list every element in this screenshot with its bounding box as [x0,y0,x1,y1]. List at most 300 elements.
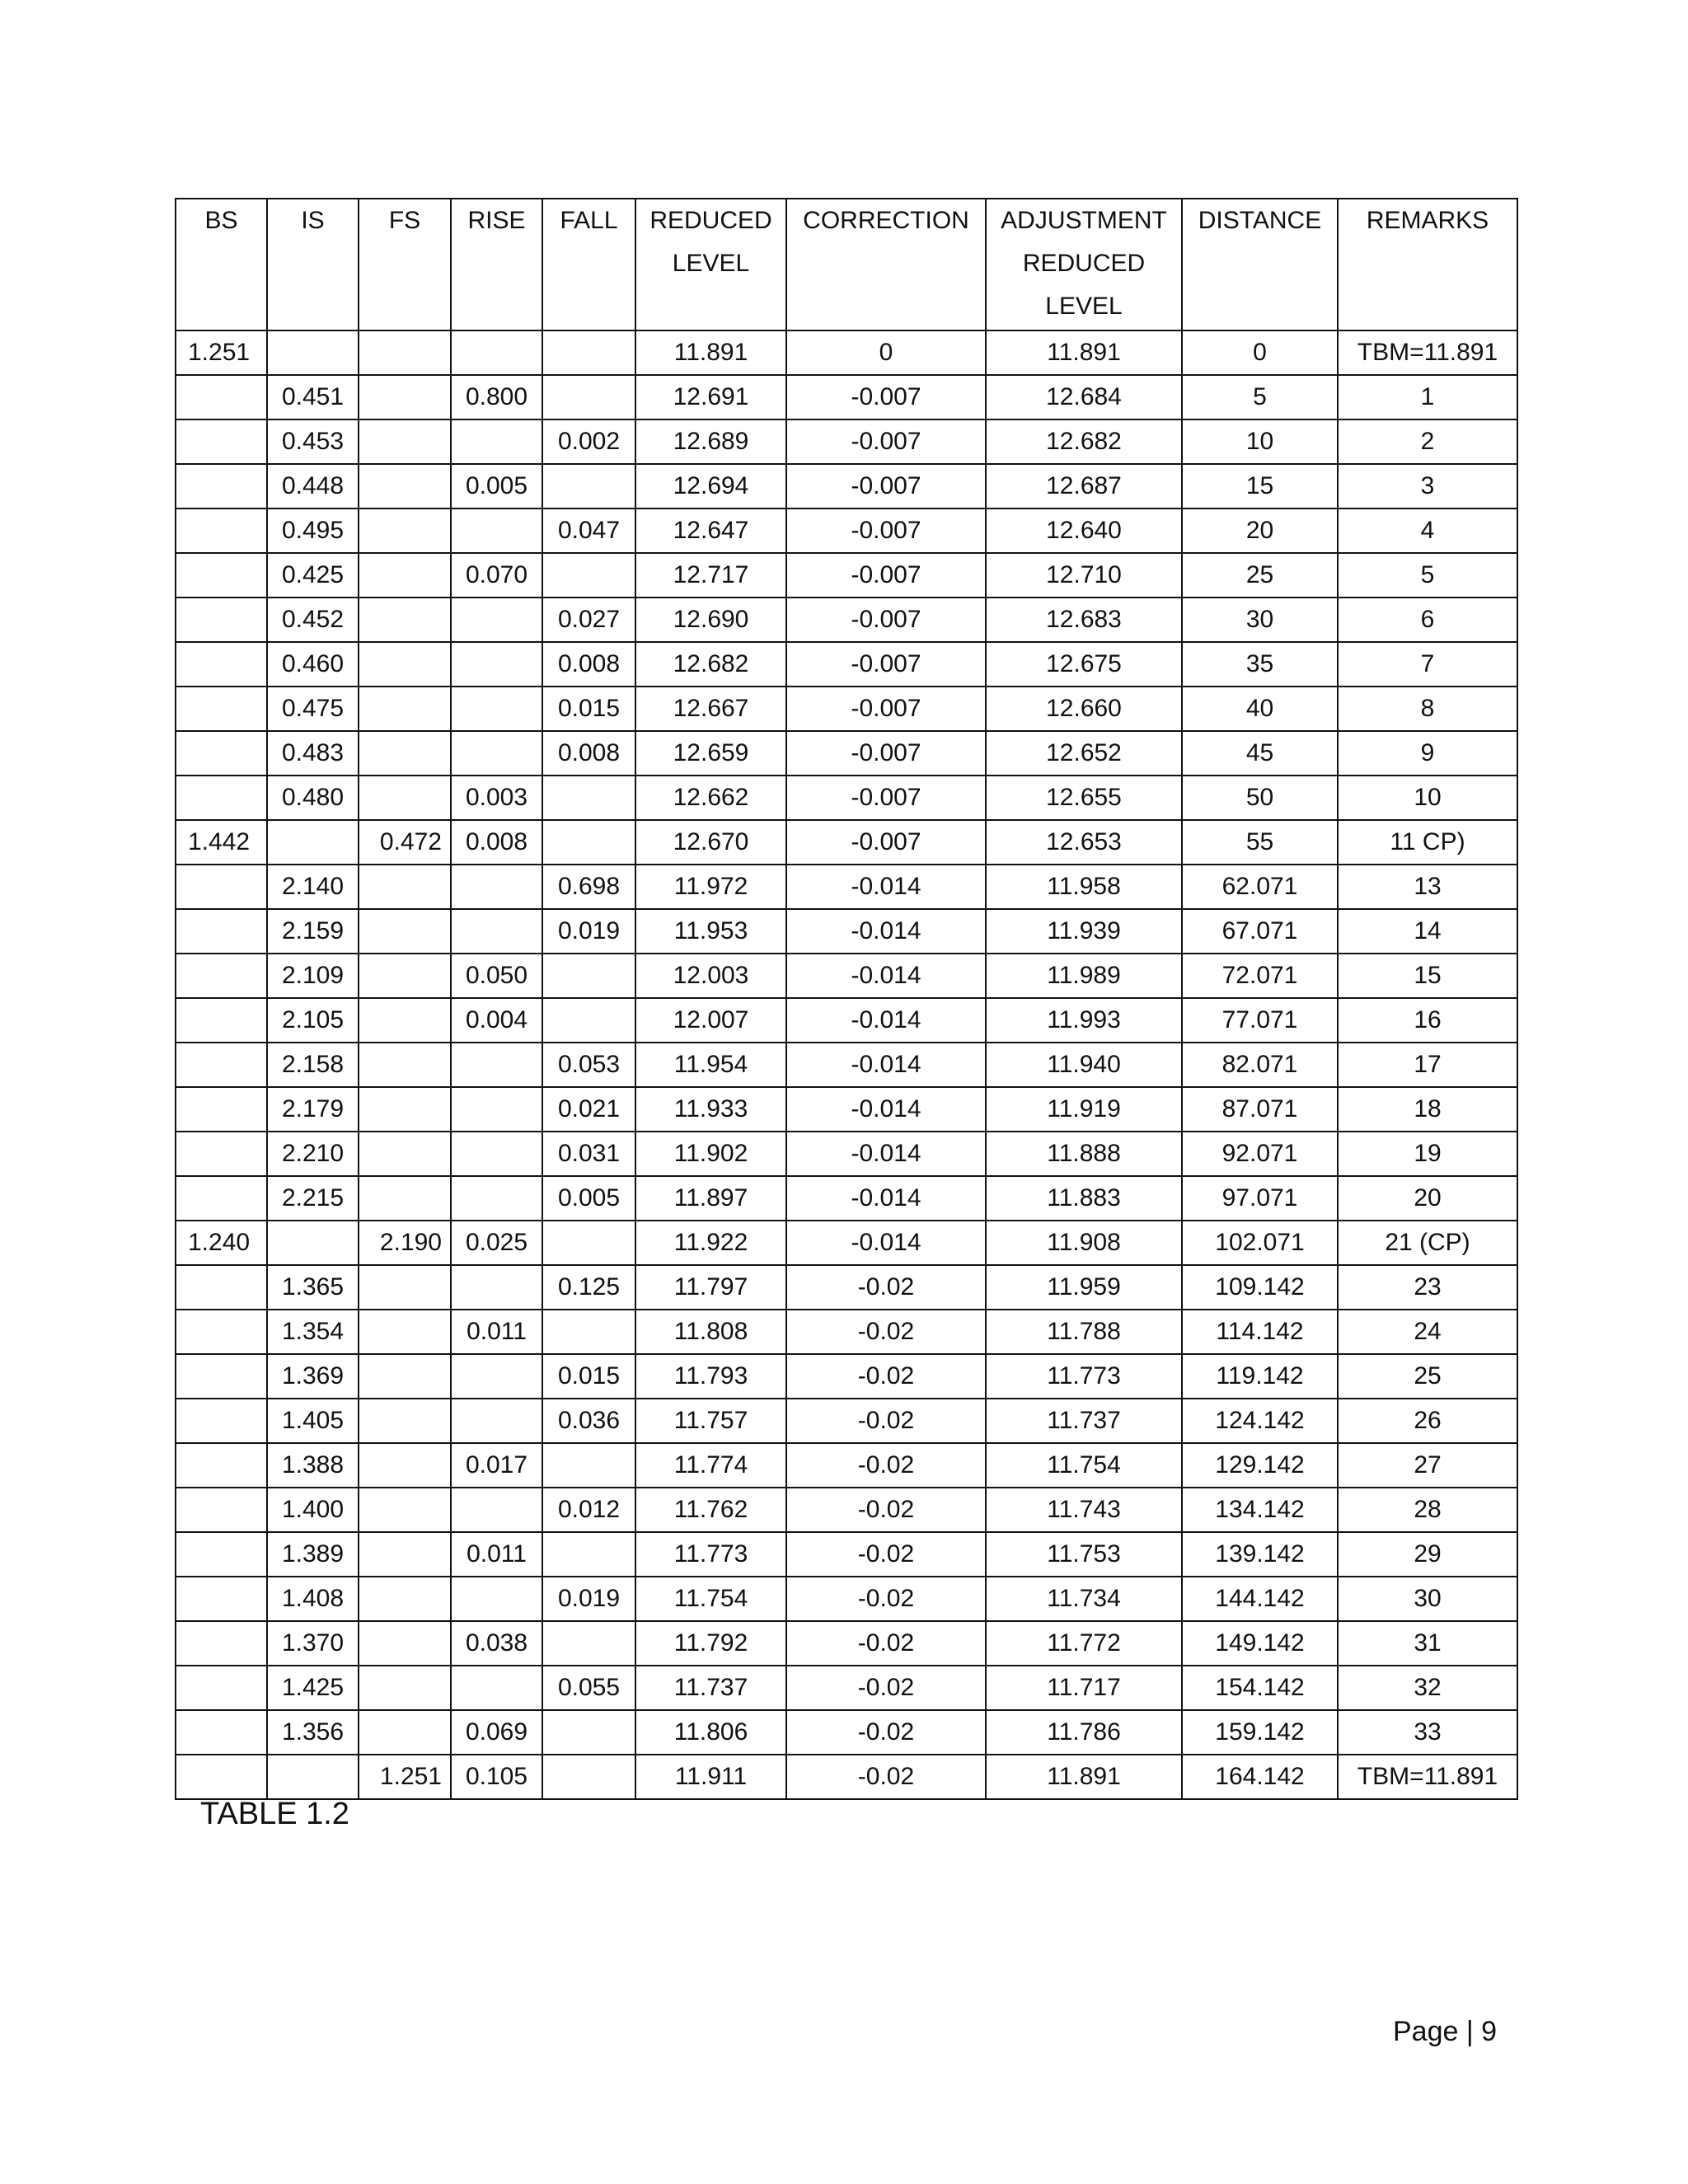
table-cell [359,687,451,731]
table-cell [542,1221,635,1265]
header-bs: BS [176,199,267,330]
table-cell: 129.142 [1182,1443,1338,1488]
table-cell: 11.793 [635,1354,786,1399]
table-cell: 12.659 [635,731,786,776]
table-cell: 28 [1338,1488,1517,1532]
table-cell [359,1087,451,1132]
table-cell: 11.972 [635,865,786,909]
table-cell: -0.02 [786,1666,986,1710]
table-cell: 0.012 [542,1488,635,1532]
table-cell: 1.365 [267,1265,359,1310]
table-cell [542,1710,635,1755]
table-cell: -0.02 [786,1710,986,1755]
table-cell [176,509,267,553]
table-cell [176,1043,267,1087]
table-cell [451,642,542,687]
table-cell: 139.142 [1182,1532,1338,1577]
table-cell [451,330,542,375]
table-cell: 11.933 [635,1087,786,1132]
table-cell: 0.008 [451,820,542,865]
table-cell [451,419,542,464]
table-body [176,330,1517,1799]
table-cell [359,1176,451,1221]
table-row [176,642,1517,687]
table-cell [359,419,451,464]
table-cell: 33 [1338,1710,1517,1755]
table-cell: 0 [1182,330,1338,375]
table-cell [451,1354,542,1399]
table-cell: 134.142 [1182,1488,1338,1532]
table-cell: 1.251 [359,1755,451,1799]
table-cell: 12.683 [986,598,1182,642]
table-cell: 0.425 [267,553,359,598]
table-cell: 154.142 [1182,1666,1338,1710]
table-cell [451,1265,542,1310]
table-caption: TABLE 1.2 [200,1797,349,1831]
table-cell: 0.451 [267,375,359,419]
table-cell [176,1087,267,1132]
table-row [176,820,1517,865]
table-cell: 11.922 [635,1221,786,1265]
table-cell: -0.02 [786,1532,986,1577]
table-row [176,954,1517,998]
table-cell [542,330,635,375]
table-cell [176,464,267,509]
table-cell: -0.007 [786,553,986,598]
table-cell [359,909,451,954]
table-cell: 12.662 [635,776,786,820]
table-row [176,553,1517,598]
table-cell [176,598,267,642]
table-cell: 25 [1338,1354,1517,1399]
table-cell [542,1755,635,1799]
table-cell: 164.142 [1182,1755,1338,1799]
table-cell: 2.179 [267,1087,359,1132]
table-cell: 0.472 [359,820,451,865]
table-cell: 11.762 [635,1488,786,1532]
table-cell: 11.773 [986,1354,1182,1399]
table-cell: -0.014 [786,954,986,998]
header-adjustment-reduced-level: ADJUSTMENT REDUCED LEVEL [986,199,1182,330]
table-cell: 1.405 [267,1399,359,1443]
table-cell: 0 [786,330,986,375]
table-cell: 11.908 [986,1221,1182,1265]
table-row [176,1666,1517,1710]
table-cell: 12.694 [635,464,786,509]
table-cell: -0.014 [786,1043,986,1087]
table-cell: 1.389 [267,1532,359,1577]
table-cell: 11.954 [635,1043,786,1087]
table-cell: 40 [1182,687,1338,731]
table-cell: 19 [1338,1132,1517,1176]
table-cell [359,954,451,998]
table-cell [176,1399,267,1443]
table-cell [176,1755,267,1799]
header-correction: CORRECTION [786,199,986,330]
table-cell: 23 [1338,1265,1517,1310]
table-cell: 18 [1338,1087,1517,1132]
table-cell: 2.159 [267,909,359,954]
table-row [176,330,1517,375]
table-cell: 4 [1338,509,1517,553]
table-cell: 11.788 [986,1310,1182,1354]
table-cell: 2.210 [267,1132,359,1176]
table-cell [359,642,451,687]
table-cell [176,553,267,598]
table-cell [542,1621,635,1666]
table-cell [176,1577,267,1621]
table-cell: 72.071 [1182,954,1338,998]
table-cell: 1.369 [267,1354,359,1399]
table-cell: 11.717 [986,1666,1182,1710]
table-row [176,776,1517,820]
table-cell: -0.007 [786,642,986,687]
table-cell [176,1265,267,1310]
table-row [176,1043,1517,1087]
table-cell [542,464,635,509]
table-cell: 149.142 [1182,1621,1338,1666]
table-cell: 11.959 [986,1265,1182,1310]
table-cell [176,1488,267,1532]
table-cell: 30 [1338,1577,1517,1621]
table-cell: -0.02 [786,1577,986,1621]
table-cell: 0.475 [267,687,359,731]
table-cell: 12.682 [635,642,786,687]
table-cell: 10 [1182,419,1338,464]
table-cell: 5 [1338,553,1517,598]
table-cell: 12.675 [986,642,1182,687]
table-cell: 20 [1182,509,1338,553]
table-cell: 1.251 [176,330,267,375]
table-cell: 7 [1338,642,1517,687]
table-cell: 1 [1338,375,1517,419]
table-cell: 12.647 [635,509,786,553]
table-cell: 0.038 [451,1621,542,1666]
table-cell: -0.014 [786,909,986,954]
table-cell [451,687,542,731]
table-cell [542,776,635,820]
table-cell: 11.891 [635,330,786,375]
table-row [176,998,1517,1043]
table-cell [176,909,267,954]
table-cell: -0.007 [786,509,986,553]
table-cell: 1.425 [267,1666,359,1710]
table-cell: 12.691 [635,375,786,419]
table-cell [176,865,267,909]
table-cell: -0.007 [786,375,986,419]
table-cell [176,1132,267,1176]
table-cell: 97.071 [1182,1176,1338,1221]
table-cell: 0.027 [542,598,635,642]
table-row [176,687,1517,731]
table-cell: 11.772 [986,1621,1182,1666]
table-cell: 0.008 [542,731,635,776]
table-cell: -0.02 [786,1354,986,1399]
table-cell: 0.448 [267,464,359,509]
table-cell: TBM=11.891 [1338,330,1517,375]
table-cell [176,1532,267,1577]
table-cell: 0.053 [542,1043,635,1087]
table-cell: 0.005 [542,1176,635,1221]
table-cell: -0.02 [786,1755,986,1799]
table-cell: 11.953 [635,909,786,954]
table-cell: 0.050 [451,954,542,998]
table-cell: -0.007 [786,464,986,509]
table-cell [267,820,359,865]
table-cell [176,954,267,998]
table-cell: 0.015 [542,687,635,731]
table-cell [542,1443,635,1488]
table-cell [359,330,451,375]
table-cell [451,1132,542,1176]
table-cell: 0.055 [542,1666,635,1710]
table-cell: 159.142 [1182,1710,1338,1755]
table-cell [267,330,359,375]
table-cell [359,553,451,598]
table-cell: 0.004 [451,998,542,1043]
table-cell: 11.897 [635,1176,786,1221]
table-cell: 11.792 [635,1621,786,1666]
page-number: Page | 9 [1393,2016,1498,2047]
table-cell: 2.140 [267,865,359,909]
table-header-row [176,199,1517,330]
table-cell: 10 [1338,776,1517,820]
table-cell: -0.02 [786,1310,986,1354]
table-cell [359,1043,451,1087]
table-row [176,1354,1517,1399]
table-cell: 24 [1338,1310,1517,1354]
table-cell: 1.408 [267,1577,359,1621]
table-cell [267,1221,359,1265]
header-reduced-level: REDUCED LEVEL [635,199,786,330]
table-cell: 0.453 [267,419,359,464]
table-cell [359,731,451,776]
table-cell: 0.008 [542,642,635,687]
table-cell: 2.190 [359,1221,451,1265]
table-cell: 11.939 [986,909,1182,954]
table-cell: -0.014 [786,865,986,909]
table-cell: 12.682 [986,419,1182,464]
table-cell: 12.640 [986,509,1182,553]
table-cell [359,1132,451,1176]
table-cell: -0.02 [786,1621,986,1666]
header-fall: FALL [542,199,635,330]
table-cell: 87.071 [1182,1087,1338,1132]
table-cell: 12.003 [635,954,786,998]
table-cell: 26 [1338,1399,1517,1443]
table-cell: -0.007 [786,731,986,776]
table-cell [176,731,267,776]
table-cell: 5 [1182,375,1338,419]
table-cell: 109.142 [1182,1265,1338,1310]
table-cell: 1.240 [176,1221,267,1265]
table-cell: 11.891 [986,330,1182,375]
table-cell: 12.689 [635,419,786,464]
table-cell: 0.483 [267,731,359,776]
table-cell: 2.215 [267,1176,359,1221]
table-cell: -0.007 [786,419,986,464]
table-cell: 3 [1338,464,1517,509]
table-row [176,598,1517,642]
table-cell: -0.02 [786,1488,986,1532]
table-cell: 114.142 [1182,1310,1338,1354]
table-cell: 12.007 [635,998,786,1043]
table-cell: 0.017 [451,1443,542,1488]
table-cell: 20 [1338,1176,1517,1221]
table-row [176,1221,1517,1265]
table-cell [359,1621,451,1666]
table-cell: 0.015 [542,1354,635,1399]
table-cell [451,1488,542,1532]
table-row [176,509,1517,553]
table-row [176,1443,1517,1488]
table-row [176,1621,1517,1666]
table-cell: 17 [1338,1043,1517,1087]
table-cell: 11.989 [986,954,1182,998]
table-row [176,865,1517,909]
table-cell: 11.808 [635,1310,786,1354]
table-cell: 27 [1338,1443,1517,1488]
table-cell [176,776,267,820]
table-cell: 0.105 [451,1755,542,1799]
table-cell: 0.021 [542,1087,635,1132]
table-cell: 124.142 [1182,1399,1338,1443]
table-cell: 102.071 [1182,1221,1338,1265]
table-cell: 1.354 [267,1310,359,1354]
table-cell [176,1354,267,1399]
table-cell: 50 [1182,776,1338,820]
table-cell: 0.495 [267,509,359,553]
table-cell: -0.014 [786,1132,986,1176]
table-cell: 13 [1338,865,1517,909]
table-row [176,1265,1517,1310]
table-row [176,731,1517,776]
table-cell: 11.753 [986,1532,1182,1577]
table-cell [359,464,451,509]
table-cell: 8 [1338,687,1517,731]
table-cell [451,1176,542,1221]
table-cell: 0.019 [542,1577,635,1621]
table-row [176,1710,1517,1755]
table-cell [359,509,451,553]
table-cell: 2 [1338,419,1517,464]
table-cell [359,865,451,909]
table-cell [451,1577,542,1621]
table-cell: 2.105 [267,998,359,1043]
table-cell [359,776,451,820]
table-cell: 0.125 [542,1265,635,1310]
table-cell: 0.452 [267,598,359,642]
table-cell: 92.071 [1182,1132,1338,1176]
table-cell: 1.370 [267,1621,359,1666]
table-cell: 11.940 [986,1043,1182,1087]
table-row [176,909,1517,954]
table-cell: 12.652 [986,731,1182,776]
table-row [176,1132,1517,1176]
table-cell: 2.109 [267,954,359,998]
table-cell: 11.797 [635,1265,786,1310]
table-cell: -0.014 [786,1176,986,1221]
table-cell: 45 [1182,731,1338,776]
table-cell [359,1265,451,1310]
header-fs: FS [359,199,451,330]
table-cell [451,1087,542,1132]
table-cell: 14 [1338,909,1517,954]
table-cell: -0.02 [786,1443,986,1488]
table-cell: 12.710 [986,553,1182,598]
header-rise: RISE [451,199,542,330]
table-cell: 0.698 [542,865,635,909]
table-cell [359,1532,451,1577]
table-cell: 0.460 [267,642,359,687]
table-cell: 12.670 [635,820,786,865]
table-cell: 11.786 [986,1710,1182,1755]
table-cell [451,1399,542,1443]
table-cell [359,1577,451,1621]
table-cell [542,375,635,419]
table-cell: 0.480 [267,776,359,820]
table-cell: 35 [1182,642,1338,687]
table-cell: -0.007 [786,820,986,865]
table-cell: 0.036 [542,1399,635,1443]
table-row [176,1176,1517,1221]
table-cell: 82.071 [1182,1043,1338,1087]
table-cell: 11.911 [635,1755,786,1799]
table-cell [359,1399,451,1443]
table-cell: 0.031 [542,1132,635,1176]
table-cell: 0.025 [451,1221,542,1265]
table-cell [359,1354,451,1399]
table-cell [451,1666,542,1710]
table-cell: 0.047 [542,509,635,553]
table-row [176,1310,1517,1354]
table-cell: 12.690 [635,598,786,642]
table-row [176,1399,1517,1443]
table-cell [542,954,635,998]
table-cell: 21 (CP) [1338,1221,1517,1265]
table-cell: 0.800 [451,375,542,419]
table-cell: 11.891 [986,1755,1182,1799]
table-cell [359,1310,451,1354]
table-cell [359,375,451,419]
table-cell [542,820,635,865]
header-is: IS [267,199,359,330]
table-cell [267,1755,359,1799]
table-cell: -0.014 [786,998,986,1043]
table-cell [176,419,267,464]
table-row [176,464,1517,509]
table-cell [451,509,542,553]
table-cell: 0.002 [542,419,635,464]
table-cell: 11.919 [986,1087,1182,1132]
table-cell [176,1443,267,1488]
table-cell: -0.007 [786,687,986,731]
table-cell: 6 [1338,598,1517,642]
table-cell [359,1666,451,1710]
table-cell [359,598,451,642]
table-cell: -0.007 [786,598,986,642]
table-cell: TBM=11.891 [1338,1755,1517,1799]
table-cell: 144.142 [1182,1577,1338,1621]
table-cell: 11 CP) [1338,820,1517,865]
table-cell [451,865,542,909]
table-cell: 11.774 [635,1443,786,1488]
table-cell [176,375,267,419]
table-cell [451,1043,542,1087]
table-row [176,1532,1517,1577]
table-cell: 119.142 [1182,1354,1338,1399]
table-row [176,1755,1517,1799]
